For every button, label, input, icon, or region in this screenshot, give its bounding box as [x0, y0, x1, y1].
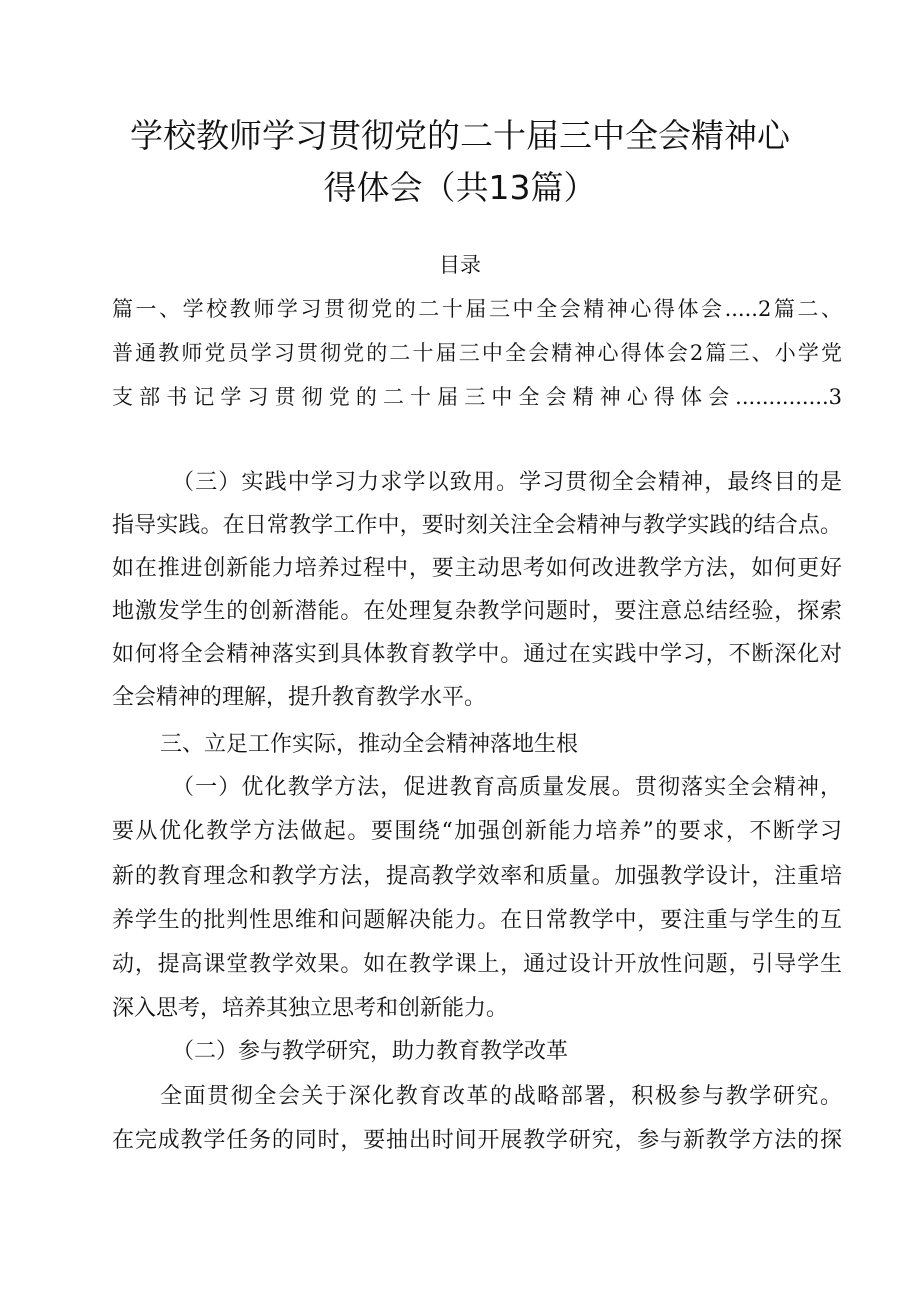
subheading-research: （二）参与教学研究，助力教育教学改革: [172, 1039, 569, 1064]
paragraph-line: 动，提高课堂教学效果。如在教学课上，通过设计开放性问题，引导学生: [112, 952, 842, 977]
paragraph-line: （一）优化教学方法，促进教育高质量发展。贯彻落实全会精神，: [172, 775, 842, 800]
paragraph-line: 养学生的批判性思维和问题解决能力。在日常教学中，要注重与学生的互: [112, 908, 842, 933]
paragraph-line: 新的教育理念和教学方法，提高教学效率和质量。加强教学设计，注重培: [112, 864, 842, 889]
section-heading: 三、立足工作实际，推动全会精神落地生根: [160, 732, 579, 757]
toc-line[interactable]: 篇一、学校教师学习贯彻党的二十届三中全会精神心得体会.....2篇二、: [112, 297, 842, 321]
document-title-line-1: 学校教师学习贯彻党的二十届三中全会精神心: [130, 116, 790, 155]
paragraph-line: 地激发学生的创新潜能。在处理复杂教学问题时，要注意总结经验，探索: [112, 599, 842, 624]
paragraph-line: 深入思考，培养其独立思考和创新能力。: [112, 996, 509, 1021]
paragraph-line: 如在推进创新能力培养过程中，要主动思考如何改进教学方法，如何更好: [112, 556, 842, 581]
paragraph-line: 全会精神的理解，提升教育教学水平。: [112, 685, 487, 710]
toc-line[interactable]: 支部书记学习贯彻党的二十届三中全会精神心得体会..............3: [112, 385, 842, 409]
paragraph-line: 全面贯彻全会关于深化教育改革的战略部署，积极参与教学研究。: [160, 1084, 842, 1109]
toc-heading: 目录: [439, 253, 481, 277]
paragraph-line: 指导实践。在日常教学工作中，要时刻关注全会精神与教学实践的结合点。: [112, 513, 842, 538]
paragraph-line: 如何将全会精神落实到具体教育教学中。通过在实践中学习，不断深化对: [112, 642, 842, 667]
paragraph-line: 要从优化教学方法做起。要围绕“加强创新能力培养”的要求，不断学习: [112, 819, 842, 844]
document-title-line-2: 得体会（共13篇）: [323, 168, 597, 207]
toc-line[interactable]: 普通教师党员学习贯彻党的二十届三中全会精神心得体会2篇三、小学党: [112, 341, 842, 365]
paragraph-line: （三）实践中学习力求学以致用。学习贯彻全会精神，最终目的是: [172, 470, 842, 495]
paragraph-line: 在完成教学任务的同时，要抽出时间开展教学研究，参与新教学方法的探: [112, 1128, 842, 1153]
